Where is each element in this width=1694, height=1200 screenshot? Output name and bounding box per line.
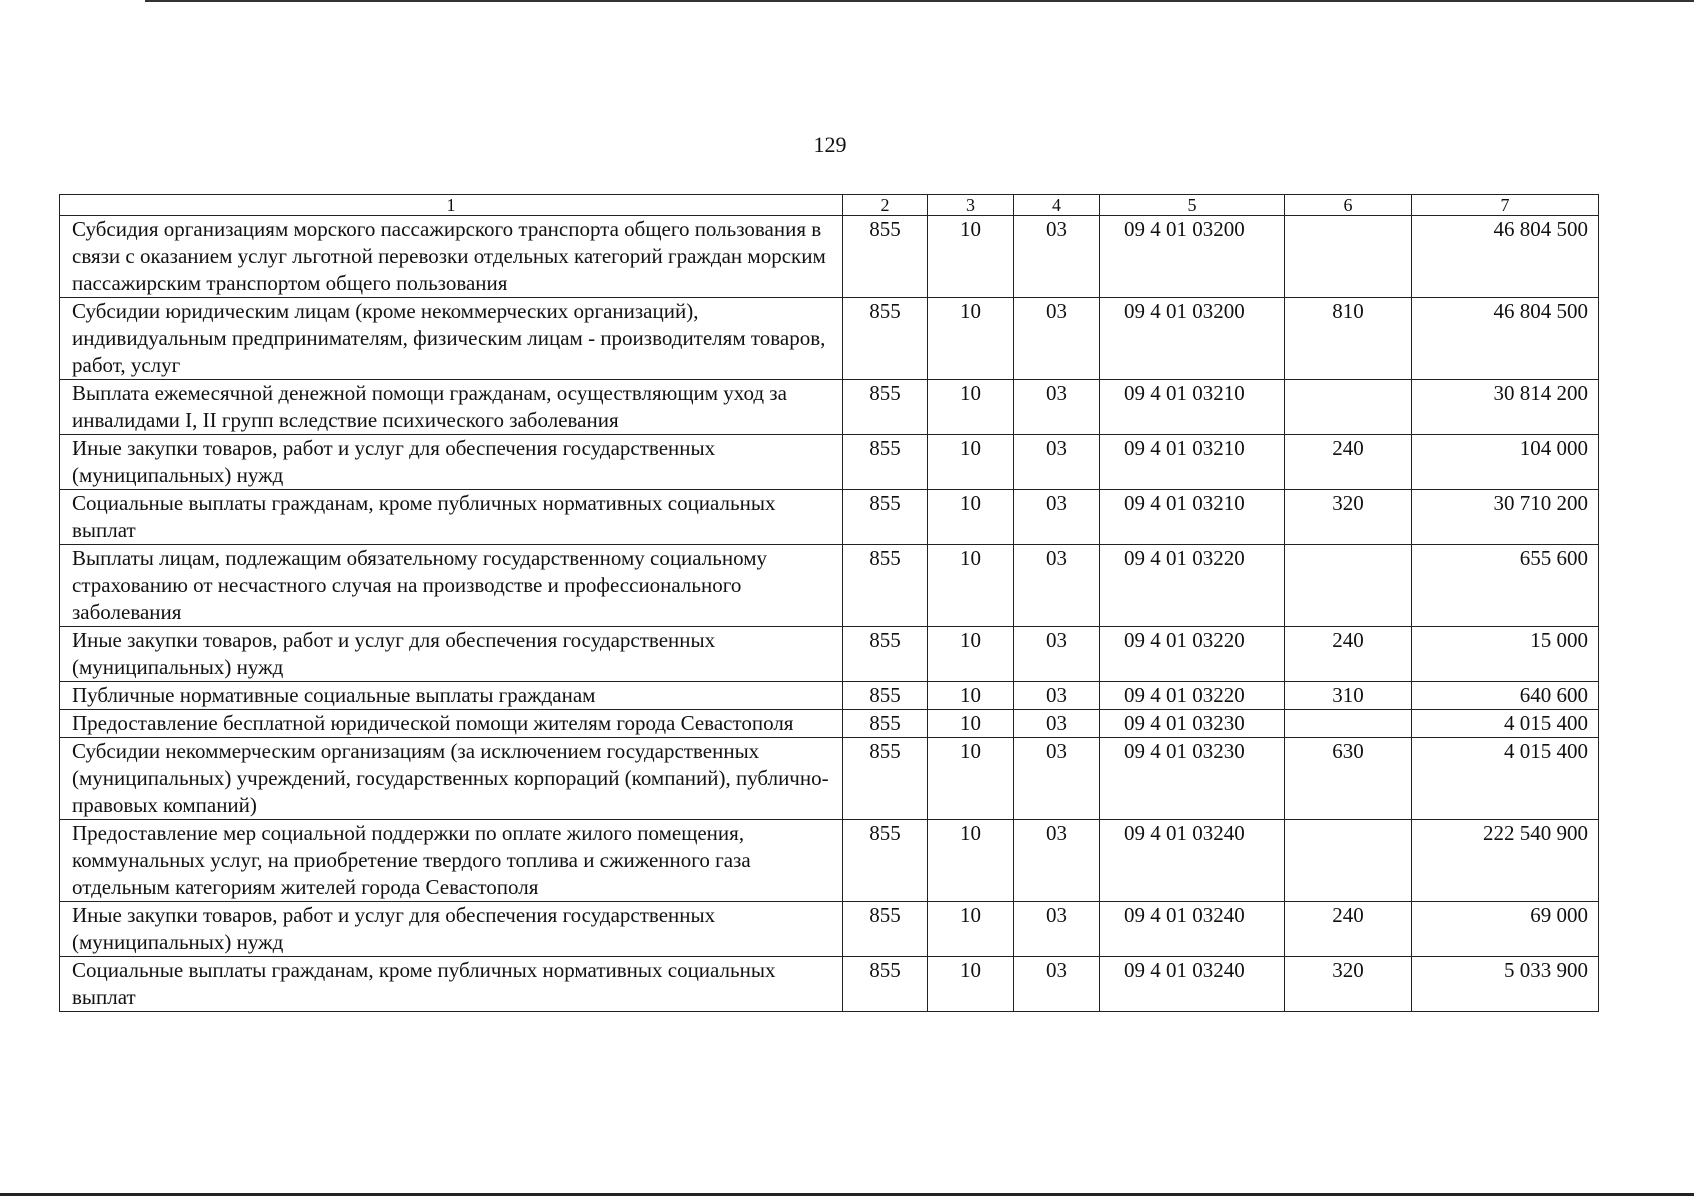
row-expense-type-cell: [1285, 545, 1412, 627]
column-header: 2: [843, 195, 928, 216]
row-subsection-cell: 03: [1014, 490, 1100, 545]
row-subsection-cell: 03: [1014, 902, 1100, 957]
row-section-cell: 10: [928, 545, 1014, 627]
table-row: [60, 902, 1599, 957]
row-gr-code-cell: 855: [843, 710, 928, 738]
row-expense-type-cell: 240: [1285, 902, 1412, 957]
row-amount-cell: 4 015 400: [1412, 738, 1599, 820]
row-target-code-cell: 09 4 01 03240: [1100, 957, 1285, 1012]
table-row: [60, 380, 1599, 435]
row-section-cell: 10: [928, 435, 1014, 490]
row-amount-cell: 655 600: [1412, 545, 1599, 627]
row-subsection-cell: 03: [1014, 627, 1100, 682]
table-row: [60, 820, 1599, 902]
row-gr-code-cell: 855: [843, 738, 928, 820]
row-name-cell: Иные закупки товаров, работ и услуг для обеспечения государственных (муниципальных) нужд: [60, 902, 843, 957]
table-row: [60, 738, 1599, 820]
row-gr-code-cell: 855: [843, 902, 928, 957]
row-section-cell: 10: [928, 738, 1014, 820]
row-target-code-cell: 09 4 01 03230: [1100, 738, 1285, 820]
row-expense-type-cell: 310: [1285, 682, 1412, 710]
row-target-code-cell: 09 4 01 03210: [1100, 380, 1285, 435]
row-subsection-cell: 03: [1014, 216, 1100, 298]
table-header-row: [60, 195, 1599, 216]
table-row: [60, 710, 1599, 738]
row-section-cell: 10: [928, 957, 1014, 1012]
table-row: [60, 216, 1599, 298]
row-name-cell: Социальные выплаты гражданам, кроме публичных нормативных социальных выплат: [60, 957, 843, 1012]
row-subsection-cell: 03: [1014, 738, 1100, 820]
scan-edge-bottom: [0, 1193, 1694, 1196]
row-gr-code-cell: 855: [843, 298, 928, 380]
row-expense-type-cell: 320: [1285, 490, 1412, 545]
row-section-cell: 10: [928, 902, 1014, 957]
table-row: [60, 435, 1599, 490]
row-section-cell: 10: [928, 627, 1014, 682]
row-gr-code-cell: 855: [843, 957, 928, 1012]
row-target-code-cell: 09 4 01 03220: [1100, 682, 1285, 710]
row-amount-cell: 30 814 200: [1412, 380, 1599, 435]
row-target-code-cell: 09 4 01 03210: [1100, 490, 1285, 545]
row-name-cell: Выплата ежемесячной денежной помощи гражданам, осуществляющим уход за инвалидами I, II групп вследствие психического заболевания: [60, 380, 843, 435]
row-target-code-cell: 09 4 01 03210: [1100, 435, 1285, 490]
row-subsection-cell: 03: [1014, 435, 1100, 490]
row-amount-cell: 15 000: [1412, 627, 1599, 682]
row-amount-cell: 30 710 200: [1412, 490, 1599, 545]
row-name-cell: Выплаты лицам, подлежащим обязательному государственному социальному страхованию от несчастного случая на производстве и профессионального заболевания: [60, 545, 843, 627]
row-amount-cell: 5 033 900: [1412, 957, 1599, 1012]
budget-table: [59, 194, 1599, 1012]
row-amount-cell: 69 000: [1412, 902, 1599, 957]
row-name-cell: Предоставление мер социальной поддержки по оплате жилого помещения, коммунальных услуг, на приобретение твердого топлива и сжиженного газа отдельным категориям жителей города Севастополя: [60, 820, 843, 902]
row-subsection-cell: 03: [1014, 957, 1100, 1012]
row-expense-type-cell: [1285, 216, 1412, 298]
row-expense-type-cell: [1285, 820, 1412, 902]
row-amount-cell: 640 600: [1412, 682, 1599, 710]
row-target-code-cell: 09 4 01 03240: [1100, 820, 1285, 902]
row-amount-cell: 46 804 500: [1412, 298, 1599, 380]
column-header: 3: [928, 195, 1014, 216]
row-expense-type-cell: 810: [1285, 298, 1412, 380]
row-name-cell: Субсидия организациям морского пассажирского транспорта общего пользования в связи с оказанием услуг льготной перевозки отдельных категорий граждан морским пассажирским транспортом общего пользования: [60, 216, 843, 298]
column-header: 1: [60, 195, 843, 216]
row-gr-code-cell: 855: [843, 820, 928, 902]
column-header: 5: [1100, 195, 1285, 216]
table-row: [60, 682, 1599, 710]
row-target-code-cell: 09 4 01 03200: [1100, 216, 1285, 298]
row-gr-code-cell: 855: [843, 216, 928, 298]
row-subsection-cell: 03: [1014, 682, 1100, 710]
row-target-code-cell: 09 4 01 03230: [1100, 710, 1285, 738]
row-expense-type-cell: [1285, 710, 1412, 738]
row-gr-code-cell: 855: [843, 380, 928, 435]
row-gr-code-cell: 855: [843, 627, 928, 682]
row-name-cell: Субсидии некоммерческим организациям (за исключением государственных (муниципальных) учреждений, государственных корпораций (компаний), публично-правовых компаний): [60, 738, 843, 820]
row-name-cell: Иные закупки товаров, работ и услуг для обеспечения государственных (муниципальных) нужд: [60, 435, 843, 490]
page-number: 129: [813, 132, 847, 157]
row-expense-type-cell: 240: [1285, 435, 1412, 490]
row-section-cell: 10: [928, 380, 1014, 435]
table-row: [60, 957, 1599, 1012]
row-gr-code-cell: 855: [843, 435, 928, 490]
row-amount-cell: 104 000: [1412, 435, 1599, 490]
row-expense-type-cell: 240: [1285, 627, 1412, 682]
column-header: 6: [1285, 195, 1412, 216]
row-section-cell: 10: [928, 298, 1014, 380]
table-row: [60, 490, 1599, 545]
column-header: 4: [1014, 195, 1100, 216]
table-row: [60, 545, 1599, 627]
row-name-cell: Публичные нормативные социальные выплаты гражданам: [60, 682, 843, 710]
row-expense-type-cell: [1285, 380, 1412, 435]
row-name-cell: Субсидии юридическим лицам (кроме некоммерческих организаций), индивидуальным предпринимателям, физическим лицам - производителям товаров, работ, услуг: [60, 298, 843, 380]
row-section-cell: 10: [928, 820, 1014, 902]
row-name-cell: Предоставление бесплатной юридической помощи жителям города Севастополя: [60, 710, 843, 738]
row-expense-type-cell: 320: [1285, 957, 1412, 1012]
row-subsection-cell: 03: [1014, 298, 1100, 380]
row-amount-cell: 46 804 500: [1412, 216, 1599, 298]
row-target-code-cell: 09 4 01 03240: [1100, 902, 1285, 957]
row-gr-code-cell: 855: [843, 490, 928, 545]
table-row: [60, 298, 1599, 380]
scan-edge-top: [145, 0, 1694, 2]
row-name-cell: Социальные выплаты гражданам, кроме публичных нормативных социальных выплат: [60, 490, 843, 545]
row-section-cell: 10: [928, 682, 1014, 710]
table-row: [60, 627, 1599, 682]
table-body: [60, 216, 1599, 1012]
row-subsection-cell: 03: [1014, 380, 1100, 435]
row-gr-code-cell: 855: [843, 545, 928, 627]
row-target-code-cell: 09 4 01 03220: [1100, 627, 1285, 682]
row-target-code-cell: 09 4 01 03220: [1100, 545, 1285, 627]
row-target-code-cell: 09 4 01 03200: [1100, 298, 1285, 380]
column-header: 7: [1412, 195, 1599, 216]
row-amount-cell: 222 540 900: [1412, 820, 1599, 902]
row-section-cell: 10: [928, 710, 1014, 738]
row-subsection-cell: 03: [1014, 710, 1100, 738]
row-section-cell: 10: [928, 490, 1014, 545]
row-subsection-cell: 03: [1014, 545, 1100, 627]
row-gr-code-cell: 855: [843, 682, 928, 710]
row-subsection-cell: 03: [1014, 820, 1100, 902]
row-name-cell: Иные закупки товаров, работ и услуг для обеспечения государственных (муниципальных) нужд: [60, 627, 843, 682]
row-expense-type-cell: 630: [1285, 738, 1412, 820]
row-amount-cell: 4 015 400: [1412, 710, 1599, 738]
row-section-cell: 10: [928, 216, 1014, 298]
